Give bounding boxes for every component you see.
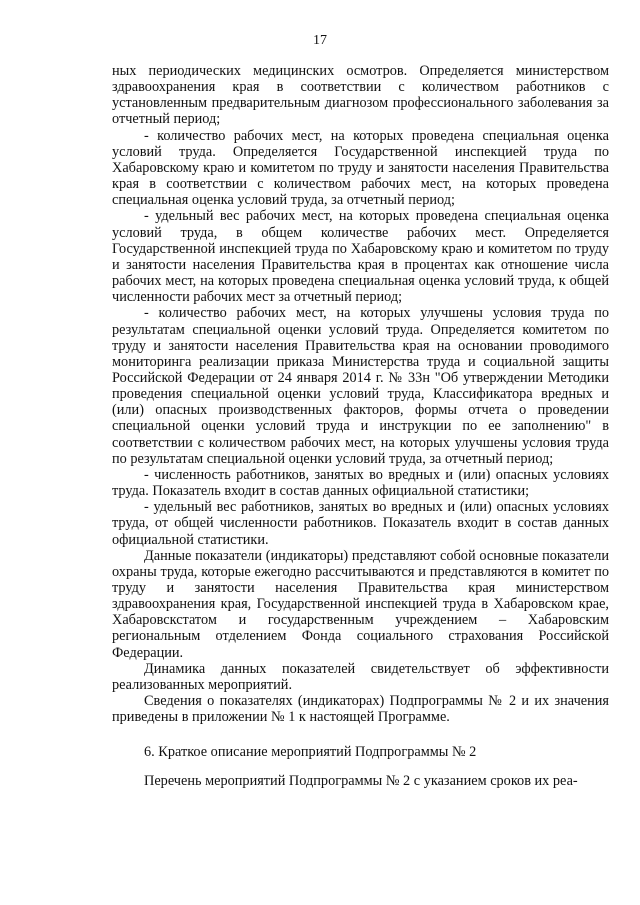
paragraph-dynamics: Динамика данных показателей свидетельствует об эффективности реализованных мероприятий. [112,660,609,693]
paragraph-assessed-workplaces-count: - количество рабочих мест, на которых проведена специальная оценка условий труда. Определяется Государственной инспекцией труда по Хабаровскому краю и комитетом по труду и занятости населения Правительства края в соответствии с количеством рабочих мест, на которых проведена специальная оценка условий труда, за отчетный период; [112,127,609,209]
section-heading: 6. Краткое описание мероприятий Подпрограммы № 2 [144,744,477,761]
paragraph-indicators-summary: Данные показатели (индикаторы) представляют собой основные показатели охраны труда, которые ежегодно рассчитываются и представляются в комитет по труду и занятости населения Правительства края министерством здравоохранения края, Государственной инспекцией труда в Хабаровском крае, Хабаровскстатом и государственным учреждением – Хабаровским региональным отделением Фонда социального страхования Российской Федерации. [112,547,609,661]
paragraph-appendix-reference: Сведения о показателях (индикаторах) Подпрограммы № 2 и их значения приведены в приложении № 1 к настоящей Программе. [112,693,609,726]
paragraph-hazardous-workers-share: - удельный вес работников, занятых во вредных и (или) опасных условиях труда, от общей численности работников. Показатель входит в состав данных официальной статистики. [112,499,609,548]
document-body [112,63,609,789]
page-number: 17 [313,33,327,48]
paragraph-improved-workplaces-count: - количество рабочих мест, на которых улучшены условия труда по результатам специальной оценки условий труда. Определяется комитетом по труду и занятости населения Правительства края на основании проводимого мониторинга реализации приказа Министерства труда и социальной защиты Российской Федерации от 24 января 2014 г. № 33н "Об утверждении Методики проведения специальной оценки условий труда, Классификатора вредных и (или) опасных производственных факторов, формы отчета о проведении специальной оценки условий труда и инструкции по ее заполнению" в соответствии с количеством рабочих мест, на которых улучшены условия труда по результатам специальной оценки условий труда, за отчетный период; [112,305,609,467]
paragraph-assessed-workplaces-share: - удельный вес рабочих мест, на которых проведена специальная оценка условий труда, в общем количестве рабочих мест. Определяется Государственной инспекцией труда по Хабаровскому краю и комитетом по труду и занятости населения Правительства края в процентах как отношение числа рабочих мест, на которых проведена специальная оценка условий труда, к общей численности рабочих мест за отчетный период; [112,208,609,306]
paragraph-hazardous-workers-count: - численность работников, занятых во вредных и (или) опасных условиях труда. Показатель входит в состав данных официальной статистики; [112,466,609,500]
paragraph-medical-exams: ных периодических медицинских осмотров. Определяется министерством здравоохранения края в соответствии с количеством работников с установленным предварительным диагнозом профессионального заболевания за отчетный период; [112,63,609,128]
paragraph-activities-list: Перечень мероприятий Подпрограммы № 2 с указанием сроков их реа- [144,772,578,789]
